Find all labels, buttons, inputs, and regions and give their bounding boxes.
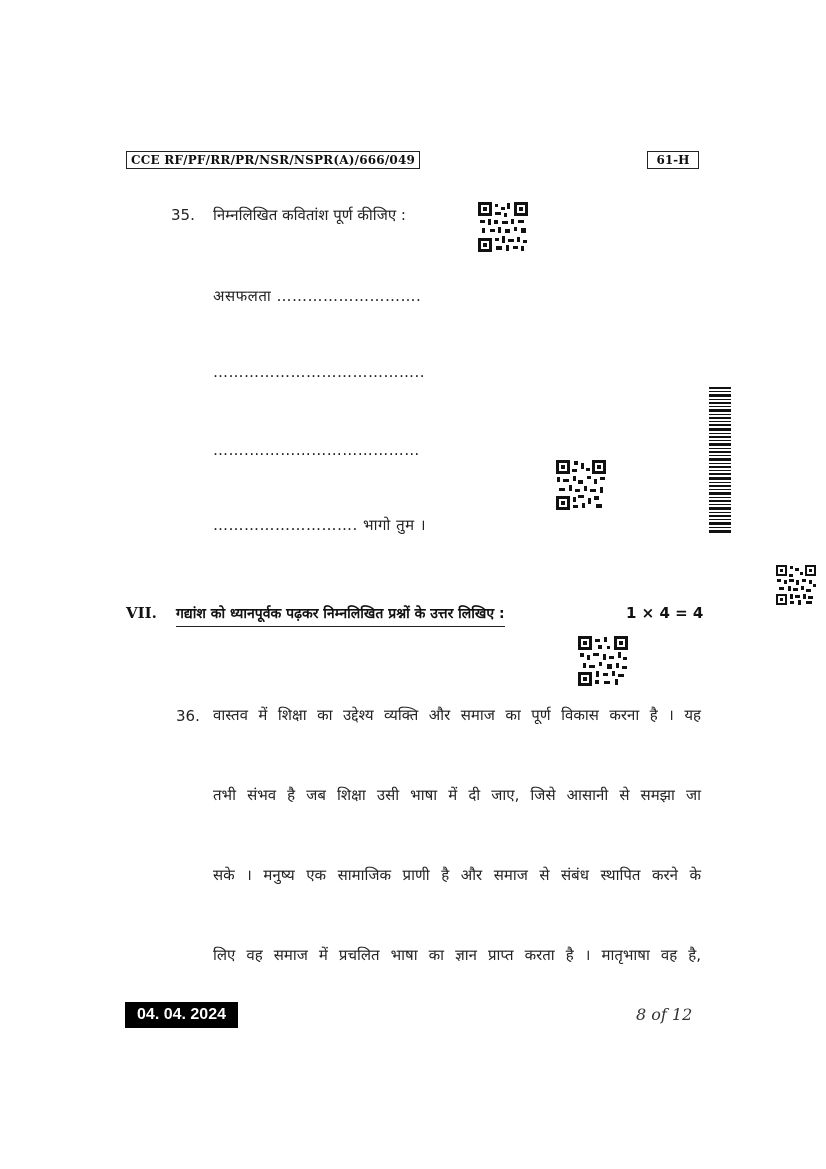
poem-line-2: ………………………………….. xyxy=(213,363,426,381)
poem-line-3: …….…………………………… xyxy=(213,441,420,459)
poem-line-4: ………………………. भागो तुम । xyxy=(213,516,427,534)
section-title: गद्यांश को ध्यानपूर्वक पढ़कर निम्नलिखित प्रश्नों के उत्तर लिखिए : xyxy=(176,604,505,627)
qr-code-icon xyxy=(556,460,606,510)
qr-code-icon xyxy=(478,202,528,252)
exam-date: 04. 04. 2024 xyxy=(125,1002,238,1028)
poem-line-1: असफलता ………………………. xyxy=(213,287,422,305)
passage-line-1: वास्तव में शिक्षा का उद्देश्य व्यक्ति और समाज का पूर्ण विकास करना है । यह xyxy=(213,706,701,724)
section-marks: 1 × 4 = 4 xyxy=(626,604,704,622)
paper-code: CCE RF/PF/RR/PR/NSR/NSPR(A)/666/049 xyxy=(126,151,420,169)
question-36-number: 36. xyxy=(176,707,200,725)
page-number: 8 of 12 xyxy=(636,1005,693,1024)
passage-line-2: तभी संभव है जब शिक्षा उसी भाषा में दी जाए, जिसे आसानी से समझा जा xyxy=(213,786,701,804)
passage-line-4: लिए वह समाज में प्रचलित भाषा का ज्ञान प्राप्त करता है । मातृभाषा वह है, xyxy=(213,946,701,964)
question-35-instruction: निम्नलिखित कवितांश पूर्ण कीजिए : xyxy=(213,206,406,224)
passage-line-3: सके । मनुष्य एक सामाजिक प्राणी है और समाज से संबंध स्थापित करने के xyxy=(213,866,701,884)
barcode-icon xyxy=(709,387,731,533)
version-code: 61-H xyxy=(647,151,699,169)
qr-code-icon xyxy=(776,565,816,605)
section-number: VII. xyxy=(126,604,157,622)
question-35-number: 35. xyxy=(171,206,195,224)
qr-code-icon xyxy=(578,636,628,686)
